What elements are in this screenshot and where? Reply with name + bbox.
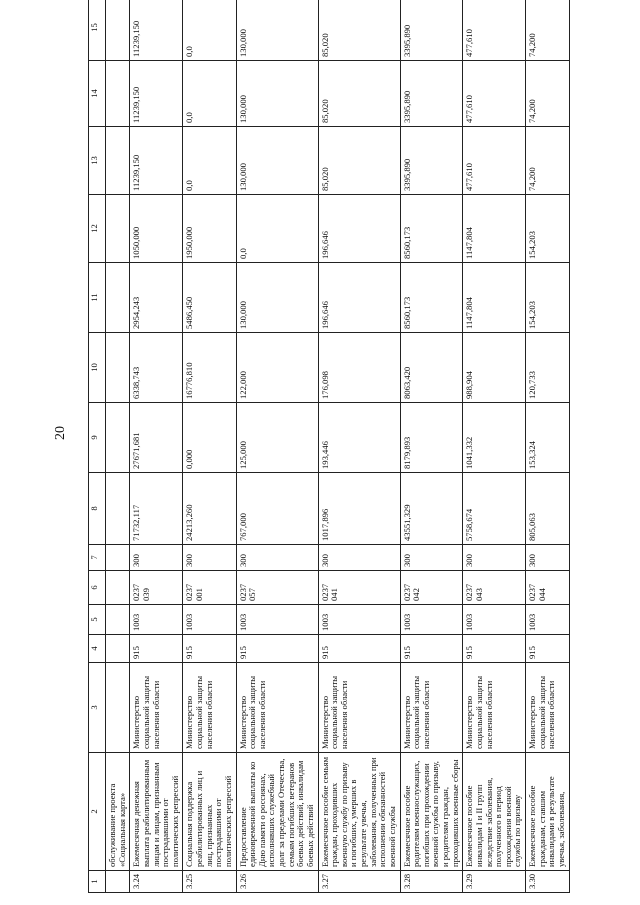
- column-header: 3: [89, 663, 106, 753]
- activity-name: Ежемесячное пособие семьям граждан, проходивших военную службу по призыву и погибших, умерших в результате увечья, заболевания, полученных при исполнении обязанностей военной службы: [318, 753, 400, 871]
- value-cell: 11239,150: [130, 127, 183, 195]
- value-cell: 8560,173: [400, 195, 463, 263]
- row-number: 3.27: [318, 871, 400, 893]
- value-cell: 1003: [526, 605, 570, 635]
- value-cell: 122,000: [236, 333, 318, 403]
- value-cell: 915: [236, 635, 318, 663]
- column-header: 15: [89, 0, 106, 61]
- value-cell: 8179,893: [400, 403, 463, 473]
- value-cell: 0237 001: [183, 571, 236, 605]
- value-cell: 130,000: [236, 61, 318, 127]
- row-number: 3.26: [236, 871, 318, 893]
- value-cell: 16776,810: [183, 333, 236, 403]
- executor: Министерство социальной защиты населения области: [130, 663, 183, 753]
- executor: Министерство социальной защиты населения области: [183, 663, 236, 753]
- value-cell: 24213,260: [183, 473, 236, 545]
- value-cell: 71732,117: [130, 473, 183, 545]
- value-cell: 915: [318, 635, 400, 663]
- value-cell: 477,610: [463, 0, 526, 61]
- value-cell: 120,733: [526, 333, 570, 403]
- value-cell: 0237 043: [463, 571, 526, 605]
- column-header: 1: [89, 871, 106, 893]
- value-cell: 1003: [318, 605, 400, 635]
- continuation-text: обслуживание проекта «Социальная карта»: [106, 753, 130, 871]
- table-row: [400, 0, 463, 893]
- value-cell: 43551,329: [400, 473, 463, 545]
- column-header: 6: [89, 571, 106, 605]
- column-header: 13: [89, 127, 106, 195]
- value-cell: 915: [526, 635, 570, 663]
- cell: [106, 871, 130, 893]
- value-cell: 0,0: [183, 61, 236, 127]
- value-cell: 85,020: [318, 0, 400, 61]
- value-cell: 154,203: [526, 263, 570, 333]
- row-number: 3.28: [400, 871, 463, 893]
- value-cell: 0237 041: [318, 571, 400, 605]
- column-header: 9: [89, 403, 106, 473]
- value-cell: 27671,681: [130, 403, 183, 473]
- column-header: 7: [89, 545, 106, 571]
- value-cell: 1003: [463, 605, 526, 635]
- activity-name: Предоставление единовременной выплаты ко Дню памяти о россиянах, исполнявших служебный долг за пределами Отечества, семьям погибших ветеранов боевых действий, инвалидам боевых действий: [236, 753, 318, 871]
- value-cell: 0237 042: [400, 571, 463, 605]
- value-cell: 477,610: [463, 61, 526, 127]
- activity-name: Ежемесячная денежная выплата реабилитированным лицам и лицам, признанным пострадавшими от политических репрессий: [130, 753, 183, 871]
- value-cell: 1041,332: [463, 403, 526, 473]
- value-cell: 2954,243: [130, 263, 183, 333]
- value-cell: 74,200: [526, 127, 570, 195]
- value-cell: 0237 039: [130, 571, 183, 605]
- column-header: 10: [89, 333, 106, 403]
- activity-name: Ежемесячное пособие гражданам, ставшим инвалидами в результате увечья, заболевания,: [526, 753, 570, 871]
- value-cell: 300: [526, 545, 570, 571]
- row-number: 3.25: [183, 871, 236, 893]
- value-cell: 767,000: [236, 473, 318, 545]
- value-cell: 153,324: [526, 403, 570, 473]
- value-cell: 0,0: [236, 195, 318, 263]
- value-cell: 0,0: [183, 127, 236, 195]
- value-cell: 915: [400, 635, 463, 663]
- column-header: 8: [89, 473, 106, 545]
- activity-name: Ежемесячное пособие инвалидам I и II групп вследствие заболевания, полученного в период прохождения военной службы по призыву: [463, 753, 526, 871]
- row-number: 3.29: [463, 871, 526, 893]
- value-cell: 1003: [130, 605, 183, 635]
- column-header: 14: [89, 61, 106, 127]
- value-cell: 154,203: [526, 195, 570, 263]
- value-cell: 125,000: [236, 403, 318, 473]
- value-cell: 85,020: [318, 61, 400, 127]
- value-cell: 1017,896: [318, 473, 400, 545]
- value-cell: 3395,890: [400, 127, 463, 195]
- row-number: 3.30: [526, 871, 570, 893]
- value-cell: 300: [183, 545, 236, 571]
- executor: Министерство социальной защиты населения области: [400, 663, 463, 753]
- value-cell: 915: [463, 635, 526, 663]
- page-number: 20: [53, 426, 68, 440]
- value-cell: 1050,000: [130, 195, 183, 263]
- value-cell: 11239,150: [130, 0, 183, 61]
- value-cell: 1147,804: [463, 263, 526, 333]
- value-cell: 1003: [400, 605, 463, 635]
- column-header: 4: [89, 635, 106, 663]
- value-cell: 0,0: [183, 0, 236, 61]
- executor: Министерство социальной защиты населения области: [463, 663, 526, 753]
- value-cell: 3395,890: [400, 0, 463, 61]
- value-cell: 85,020: [318, 127, 400, 195]
- activity-name: Социальная поддержка реабилитированных лиц и лиц, признанных пострадавшими от политических репрессий: [183, 753, 236, 871]
- value-cell: 300: [463, 545, 526, 571]
- value-cell: 6338,743: [130, 333, 183, 403]
- header-row: [89, 0, 106, 893]
- column-header: 5: [89, 605, 106, 635]
- value-cell: 915: [183, 635, 236, 663]
- table-row: [183, 0, 236, 893]
- value-cell: 3395,890: [400, 61, 463, 127]
- table-row: [526, 0, 570, 893]
- value-cell: 176,098: [318, 333, 400, 403]
- row-number: 3.24: [130, 871, 183, 893]
- value-cell: 8560,173: [400, 263, 463, 333]
- program-table-sheet: [88, 15, 600, 893]
- value-cell: 130,000: [236, 127, 318, 195]
- column-header: 12: [89, 195, 106, 263]
- value-cell: 130,000: [236, 0, 318, 61]
- value-cell: 5486,450: [183, 263, 236, 333]
- value-cell: 11239,150: [130, 61, 183, 127]
- table-row: [318, 0, 400, 893]
- value-cell: 477,610: [463, 127, 526, 195]
- value-cell: 915: [130, 635, 183, 663]
- continuation-row: [106, 0, 130, 893]
- activity-name: Ежемесячное пособие родителям военнослужащих, погибших при прохождении военной службы по призыву, и родителям граждан, проходивших военные сборы: [400, 753, 463, 871]
- value-cell: 5758,674: [463, 473, 526, 545]
- value-cell: 193,446: [318, 403, 400, 473]
- value-cell: 0237 057: [236, 571, 318, 605]
- program-table: [88, 0, 570, 893]
- value-cell: 196,646: [318, 263, 400, 333]
- column-header: 11: [89, 263, 106, 333]
- table-row: [130, 0, 183, 893]
- value-cell: 74,200: [526, 0, 570, 61]
- value-cell: 805,063: [526, 473, 570, 545]
- value-cell: 300: [400, 545, 463, 571]
- column-header: 2: [89, 753, 106, 871]
- value-cell: 300: [318, 545, 400, 571]
- value-cell: 1003: [183, 605, 236, 635]
- value-cell: 300: [236, 545, 318, 571]
- value-cell: 196,646: [318, 195, 400, 263]
- value-cell: 300: [130, 545, 183, 571]
- table-row: [463, 0, 526, 893]
- value-cell: 988,904: [463, 333, 526, 403]
- executor: Министерство социальной защиты населения области: [318, 663, 400, 753]
- value-cell: 0,000: [183, 403, 236, 473]
- value-cell: 1147,804: [463, 195, 526, 263]
- value-cell: 1950,000: [183, 195, 236, 263]
- executor: Министерство социальной защиты населения области: [236, 663, 318, 753]
- value-cell: 8063,420: [400, 333, 463, 403]
- value-cell: 130,000: [236, 263, 318, 333]
- executor: Министерство социальной защиты населения области: [526, 663, 570, 753]
- value-cell: 74,200: [526, 61, 570, 127]
- value-cell: 0237 044: [526, 571, 570, 605]
- value-cell: 1003: [236, 605, 318, 635]
- table-row: [236, 0, 318, 893]
